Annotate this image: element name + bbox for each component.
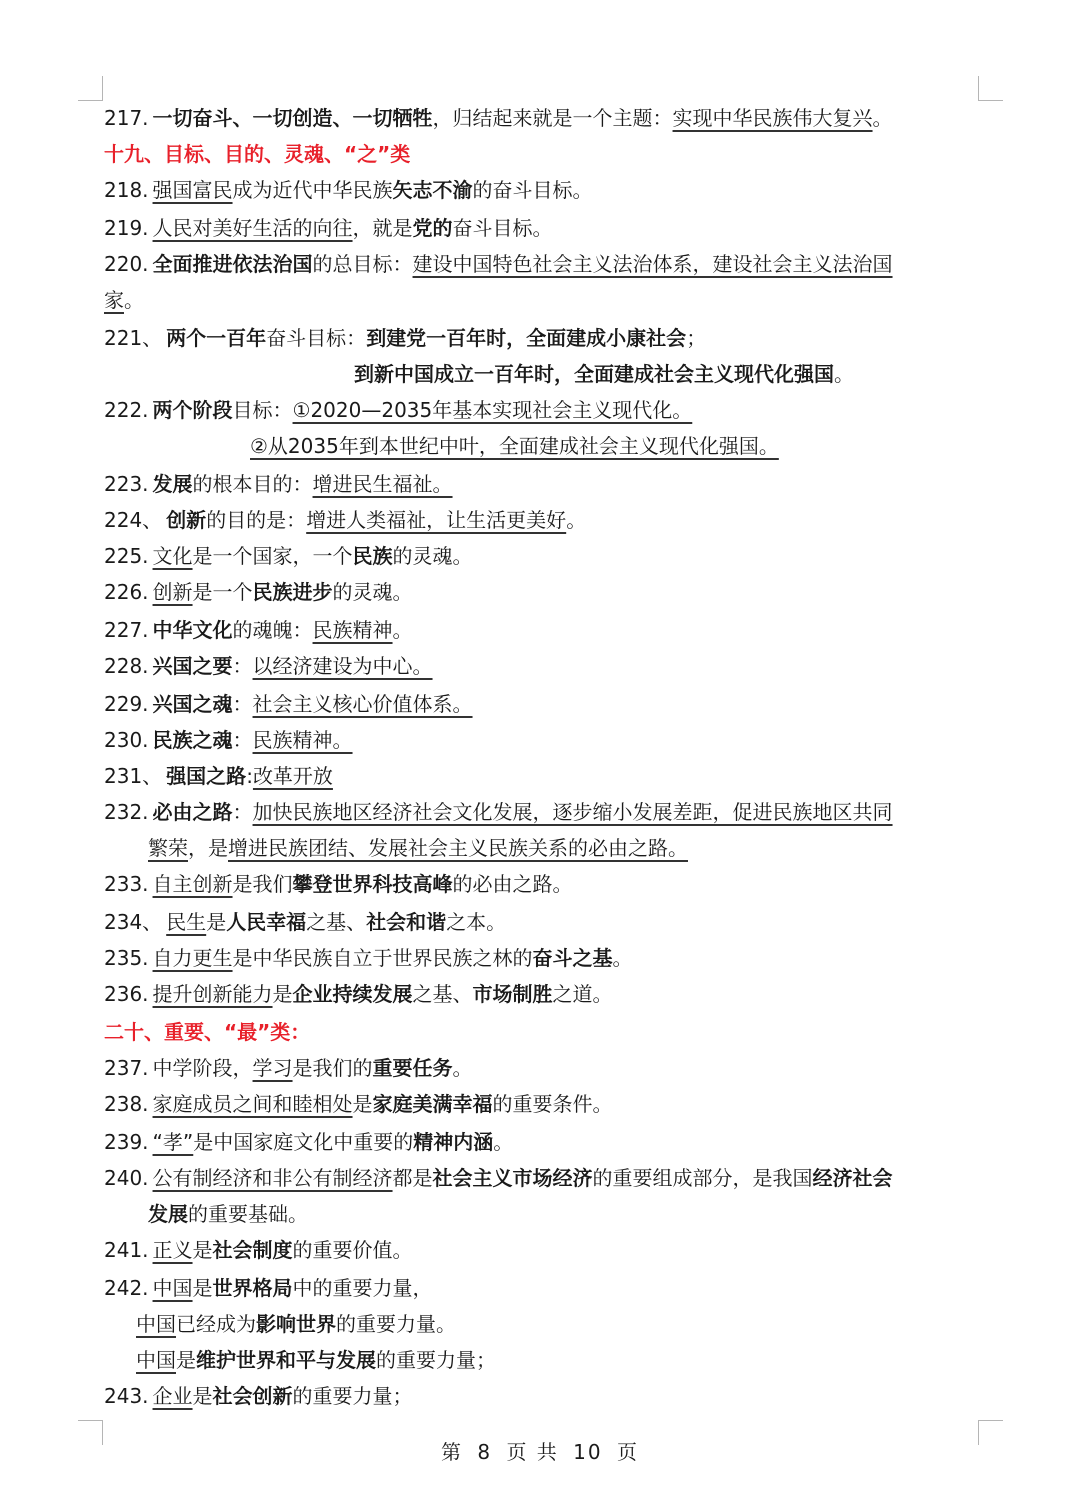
item-text: ，就是 (352, 216, 413, 240)
bold-keyword: 企业持续发展 (292, 982, 413, 1006)
item-text: 是 (352, 1092, 373, 1116)
numbered-item (104, 1270, 433, 1306)
item-number: 234、 (104, 910, 163, 934)
bold-keyword: 民族进步 (252, 580, 333, 604)
numbered-item (104, 612, 413, 648)
numbered-item (104, 648, 433, 684)
bold-keyword: 世界格局 (212, 1276, 293, 1300)
bold-keyword: 维护世界和平与发展 (196, 1348, 376, 1372)
item-number: 217. (104, 106, 149, 130)
underlined-phrase: 学习 (252, 1056, 293, 1080)
bold-keyword: 奋斗之基 (532, 946, 613, 970)
item-number: 223. (104, 472, 149, 496)
bold-keyword: 两个一百年 (166, 326, 267, 350)
total-page-number: 10 (573, 1440, 603, 1464)
item-text: ： (232, 654, 253, 678)
item-text: 是 (192, 1384, 213, 1408)
bold-keyword: 社会主义市场经济 (432, 1166, 593, 1190)
item-number: 238. (104, 1092, 149, 1116)
item-number: 236. (104, 982, 149, 1006)
numbered-item (104, 502, 586, 538)
item-text: 的重要基础。 (188, 1202, 308, 1226)
item-number: 241. (104, 1238, 149, 1262)
item-number: 227. (104, 618, 149, 642)
item-text: ： (232, 800, 253, 824)
item-text: 奋斗目标： (266, 326, 367, 350)
item-number: 230. (104, 728, 149, 752)
item-text: 的灵魂。 (332, 580, 413, 604)
item-number: 225. (104, 544, 149, 568)
numbered-item (104, 100, 893, 136)
item-text: 中的重要力量， (292, 1276, 433, 1300)
numbered-item (104, 538, 473, 574)
underlined-phrase: 创新 (152, 580, 193, 604)
underlined-phrase: 以经济建设为中心。 (252, 654, 433, 678)
continuation-line (136, 1306, 456, 1342)
numbered-item (104, 1124, 513, 1160)
item-text: ： (232, 692, 253, 716)
bold-keyword: 一切奋斗、一切创造、一切牺牲 (152, 106, 433, 130)
underlined-phrase: 加快民族地区经济社会文化发展，逐步缩小发展差距，促进民族地区共同 (252, 800, 893, 824)
item-number: 219. (104, 216, 149, 240)
underlined-phrase: 中国 (136, 1348, 176, 1372)
item-number: 220. (104, 252, 149, 276)
item-number: 243. (104, 1384, 149, 1408)
bold-keyword: 发展 (148, 1202, 188, 1226)
bold-keyword: 精神内涵 (413, 1130, 494, 1154)
numbered-item (104, 794, 893, 830)
underlined-phrase: 增进民生福祉。 (312, 472, 453, 496)
item-text: 之基、 (412, 982, 473, 1006)
item-text: 是 (272, 982, 293, 1006)
underlined-phrase: 民族精神 (312, 618, 393, 642)
bold-keyword: 攀登世界科技高峰 (292, 872, 453, 896)
item-text: 。 (872, 106, 893, 130)
item-text: 的重要组成部分，是我国 (592, 1166, 813, 1190)
footer-suffix: 页 (616, 1440, 639, 1464)
item-text: 。 (834, 362, 854, 386)
item-text: 是一个 (192, 580, 253, 604)
item-number: 222. (104, 398, 149, 422)
numbered-item (104, 320, 706, 356)
item-number: 229. (104, 692, 149, 716)
item-number: 224、 (104, 508, 163, 532)
item-text: ，归结起来就是一个主题： (432, 106, 673, 130)
item-text: 奋斗目标。 (452, 216, 553, 240)
bold-keyword: 兴国之魂 (152, 692, 233, 716)
item-text: 。 (392, 618, 413, 642)
bold-keyword: 社会创新 (212, 1384, 293, 1408)
item-text: 的重要力量； (376, 1348, 496, 1372)
underlined-phrase: 强国富民 (152, 178, 233, 202)
item-text: 的魂魄： (232, 618, 313, 642)
underlined-phrase: 民族精神。 (252, 728, 353, 752)
bold-keyword: 经济社会 (812, 1166, 893, 1190)
numbered-item (104, 686, 473, 722)
item-text: 目标： (232, 398, 293, 422)
numbered-item (104, 904, 506, 940)
numbered-item (104, 574, 413, 610)
bold-keyword: 重要任务 (372, 1056, 453, 1080)
underlined-phrase: 建设中国特色社会主义法治体系，建设社会主义法治国 (412, 252, 893, 276)
underlined-phrase: 民生 (166, 910, 207, 934)
continuation-line (148, 830, 688, 866)
underlined-phrase: 文化 (152, 544, 193, 568)
underlined-phrase: 繁荣 (148, 836, 188, 860)
section-heading (104, 136, 410, 172)
underlined-phrase: 中国 (136, 1312, 176, 1336)
bold-keyword: 必由之路 (152, 800, 233, 824)
numbered-item (104, 940, 633, 976)
page-footer (0, 1436, 1080, 1468)
underlined-phrase: ①2020—2035年基本实现社会主义现代化。 (292, 398, 693, 422)
underlined-phrase: 增进人类福祉，让生活更美好 (306, 508, 567, 532)
item-text: 。 (124, 288, 144, 312)
page-corner-mark (978, 76, 1003, 101)
bold-keyword: 社会和谐 (366, 910, 447, 934)
item-text: 都是 (392, 1166, 433, 1190)
underlined-phrase: 社会主义核心价值体系。 (252, 692, 473, 716)
underlined-phrase: 企业 (152, 1384, 193, 1408)
bold-keyword: 兴国之要 (152, 654, 233, 678)
bold-keyword: 全面推进依法治国 (152, 252, 313, 276)
continuation-line (354, 356, 854, 392)
bold-keyword: 人民幸福 (226, 910, 307, 934)
underlined-phrase: 改革开放 (252, 764, 333, 788)
item-text: ： (232, 728, 253, 752)
current-page-number: 8 (477, 1440, 493, 1464)
underlined-phrase: 人民对美好生活的向往 (152, 216, 353, 240)
underlined-phrase: 公有制经济和非公有制经济 (152, 1166, 393, 1190)
numbered-item (104, 1160, 893, 1196)
item-text: 是 (176, 1348, 196, 1372)
numbered-item (104, 1232, 413, 1268)
continuation-line (148, 1196, 308, 1232)
item-text: 成为近代中华民族 (232, 178, 393, 202)
item-number: 235. (104, 946, 149, 970)
numbered-item (104, 758, 333, 794)
underlined-phrase: 家 (104, 288, 124, 312)
underlined-phrase: 自力更生 (152, 946, 233, 970)
item-text: 的重要力量。 (336, 1312, 456, 1336)
bold-keyword: 发展 (152, 472, 193, 496)
bold-keyword: 强国之路 (166, 764, 247, 788)
bold-keyword: 两个阶段 (152, 398, 233, 422)
item-text: 。 (493, 1130, 514, 1154)
item-text: 的重要价值。 (292, 1238, 413, 1262)
numbered-item (104, 392, 692, 428)
numbered-item (104, 172, 593, 208)
section-heading (104, 1014, 310, 1050)
item-text: 的根本目的： (192, 472, 313, 496)
page-corner-mark (78, 76, 103, 101)
numbered-item (104, 1378, 413, 1414)
bold-keyword: 民族之魂 (152, 728, 233, 752)
item-number: 226. (104, 580, 149, 604)
item-text: 是一个国家，一个 (192, 544, 353, 568)
underlined-phrase: 增进民族团结、发展社会主义民族关系的必由之路。 (228, 836, 688, 860)
numbered-item (104, 466, 453, 502)
section-heading-text: 二十、重要、“最”类： (104, 1020, 311, 1044)
item-text: 是我们的 (292, 1056, 373, 1080)
underlined-phrase: 正义 (152, 1238, 193, 1262)
numbered-item (104, 210, 553, 246)
bold-keyword: 创新 (166, 508, 207, 532)
item-text: 是中国家庭文化中重要的 (193, 1130, 414, 1154)
item-number: 228. (104, 654, 149, 678)
bold-keyword: 到建党一百年时，全面建成小康社会 (366, 326, 687, 350)
item-text: 中学阶段， (152, 1056, 253, 1080)
item-number: 239. (104, 1130, 149, 1154)
item-text: 是 (192, 1276, 213, 1300)
item-number: 233. (104, 872, 149, 896)
item-text: 的必由之路。 (452, 872, 573, 896)
continuation-line (104, 282, 144, 318)
item-text: 之基、 (306, 910, 367, 934)
continuation-line (250, 428, 779, 464)
item-text: 是 (192, 1238, 213, 1262)
item-text: 的灵魂。 (392, 544, 473, 568)
bold-keyword: 影响世界 (256, 1312, 336, 1336)
item-text: 已经成为 (176, 1312, 256, 1336)
bold-keyword: 矢志不渝 (392, 178, 473, 202)
underlined-phrase: 中国 (152, 1276, 193, 1300)
item-number: 237. (104, 1056, 149, 1080)
item-number: 218. (104, 178, 149, 202)
item-text: 的重要条件。 (492, 1092, 613, 1116)
underlined-phrase: 自主创新 (152, 872, 233, 896)
item-text: 是中华民族自立于世界民族之林的 (232, 946, 533, 970)
numbered-item (104, 976, 613, 1012)
footer-prefix: 第 (441, 1440, 463, 1464)
item-text: 的奋斗目标。 (472, 178, 593, 202)
item-text: 。 (612, 946, 633, 970)
underlined-phrase: 提升创新能力 (152, 982, 273, 1006)
underlined-phrase: 实现中华民族伟大复兴 (672, 106, 873, 130)
bold-keyword: 民族 (352, 544, 393, 568)
item-text: 的目的是： (206, 508, 307, 532)
numbered-item (104, 246, 893, 282)
numbered-item (104, 1050, 473, 1086)
numbered-item (104, 722, 353, 758)
underlined-phrase: “孝” (152, 1130, 194, 1154)
numbered-item (104, 1086, 613, 1122)
item-number: 231、 (104, 764, 163, 788)
item-text: 之道。 (552, 982, 613, 1006)
bold-keyword: 中华文化 (152, 618, 233, 642)
bold-keyword: 到新中国成立一百年时，全面建成社会主义现代化强国 (354, 362, 834, 386)
continuation-line (136, 1342, 496, 1378)
numbered-item (104, 866, 573, 902)
item-number: 221、 (104, 326, 163, 350)
item-text: ； (686, 326, 707, 350)
item-text: 是我们 (232, 872, 293, 896)
item-text: 的重要力量； (292, 1384, 413, 1408)
bold-keyword: 市场制胜 (472, 982, 553, 1006)
bold-keyword: 社会制度 (212, 1238, 293, 1262)
item-text: ，是 (188, 836, 228, 860)
item-text: 。 (452, 1056, 473, 1080)
footer-middle: 页 共 (506, 1440, 559, 1464)
underlined-phrase: ②从2035年到本世纪中叶，全面建成社会主义现代化强国。 (250, 434, 779, 458)
item-text: 之本。 (446, 910, 507, 934)
item-number: 240. (104, 1166, 149, 1190)
item-text: 是 (206, 910, 227, 934)
section-heading-text: 十九、目标、目的、灵魂、“之”类 (104, 142, 411, 166)
item-number: 232. (104, 800, 149, 824)
item-text: : (246, 764, 253, 788)
item-text: 的总目标： (312, 252, 413, 276)
item-text: 。 (566, 508, 587, 532)
bold-keyword: 家庭美满幸福 (372, 1092, 493, 1116)
item-number: 242. (104, 1276, 149, 1300)
underlined-phrase: 家庭成员之间和睦相处 (152, 1092, 353, 1116)
bold-keyword: 党的 (412, 216, 453, 240)
